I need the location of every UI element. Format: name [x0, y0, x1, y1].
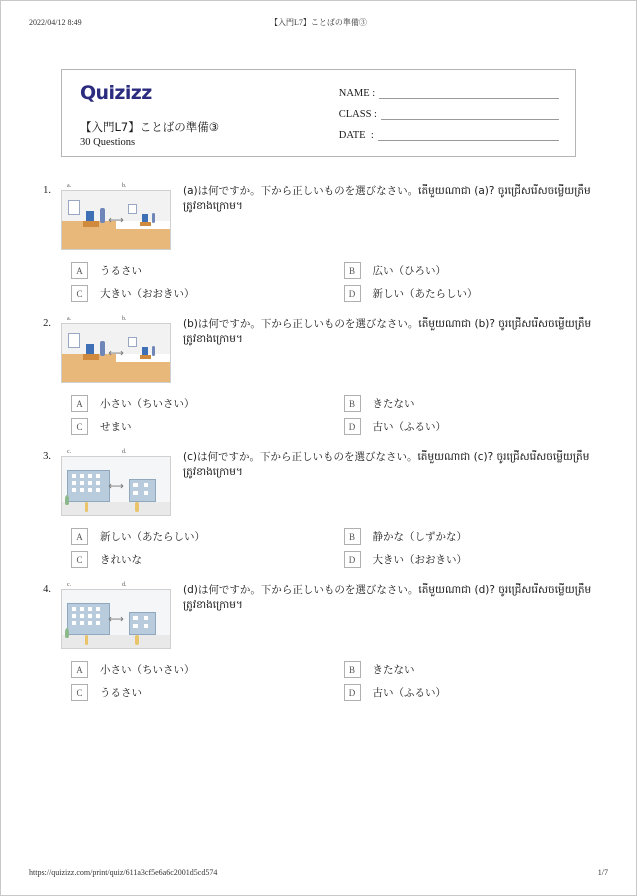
option-label-c: 大きい（おおきい） — [100, 288, 195, 300]
question-text: (d)は何ですか。下から正しいものを選びなさい。តើមួយណាជា (d)? ចូរជ្រើសរើសចម្លើយត្រឹមត្រូវខាងក្រោម។ — [183, 584, 592, 612]
question-number: 2. — [43, 318, 51, 329]
tree-icon — [65, 495, 69, 504]
figure-label-left: c. — [67, 449, 72, 455]
option-key-a: A — [71, 661, 88, 678]
date-field-label: DATE : — [338, 130, 374, 141]
building-icon — [129, 612, 156, 635]
option-label-d: 古い（ふるい） — [372, 421, 446, 433]
question-figure — [61, 449, 171, 516]
room-person-icon — [152, 346, 156, 356]
question-header — [37, 582, 600, 649]
question-text: (c)は何ですか。下から正しいものを選びなさい。តើមួយណាជា (c)? ចូរជ្រើសរើសចម្លើយត្រឹមត្រូវខាងក្រោម។ — [183, 451, 590, 479]
print-url: https://quizizz.com/print/quiz/611a3cf5e6a6c2001d5cd574 — [29, 867, 218, 877]
question-number: 1. — [43, 185, 51, 196]
room-comparison-scene — [62, 324, 170, 382]
quiz-question-count: 30 Questions — [80, 136, 136, 148]
quiz-title-left — [62, 70, 329, 156]
option-b[interactable] — [344, 661, 601, 678]
option-label-a: 小さい（ちいさい） — [100, 664, 195, 676]
print-header-title: 【入門L7】ことばの準備③ — [270, 17, 367, 27]
class-field-row — [339, 108, 559, 120]
name-field-label: NAME : — [338, 88, 376, 99]
option-label-d: 古い（ふるい） — [372, 687, 446, 699]
option-label-a: うるさい — [100, 265, 142, 277]
figure-labels — [61, 449, 171, 456]
ground — [116, 635, 170, 648]
figure-labels — [61, 183, 171, 190]
quizizz-logo — [80, 82, 315, 104]
option-label-b: きたない — [372, 664, 415, 676]
option-d[interactable] — [344, 418, 601, 435]
figure-image-building — [61, 456, 171, 516]
question-header — [37, 449, 600, 516]
option-a[interactable] — [71, 395, 328, 412]
date-field-row — [339, 129, 559, 141]
option-key-b: B — [344, 661, 361, 678]
option-key-c: C — [71, 285, 88, 302]
option-label-d: 大きい（おおきい） — [372, 554, 467, 566]
option-d[interactable] — [344, 551, 601, 568]
option-label-b: 静かな（しずかな） — [372, 531, 467, 543]
figure-label-left: c. — [67, 582, 72, 588]
comparison-arrows-icon: ⟷ — [108, 346, 124, 360]
option-key-c: C — [71, 551, 88, 568]
figure-label-right: b. — [122, 183, 127, 189]
class-field-label: CLASS : — [338, 109, 377, 120]
print-page-number: 1/7 — [597, 867, 608, 877]
quiz-title-card — [61, 69, 576, 157]
option-label-c: きれいな — [100, 554, 142, 566]
date-field-line[interactable] — [378, 129, 559, 141]
option-key-d: D — [344, 418, 361, 435]
option-key-c: C — [71, 684, 88, 701]
option-b[interactable] — [344, 395, 601, 412]
person-icon — [135, 635, 139, 644]
print-footer — [1, 863, 636, 881]
figure-image-room — [61, 190, 171, 250]
option-label-d: 新しい（あたらしい） — [372, 288, 478, 300]
option-c[interactable] — [71, 551, 328, 568]
room-person-icon — [152, 213, 156, 223]
question-text: (b)は何ですか。下から正しいものを選びなさい。តើមួយណាជា (b)? ចូរជ្រើសរើសចម្លើយត្រឹមត្រូវខាងក្រោម។ — [183, 318, 592, 346]
building-icon — [67, 470, 109, 502]
option-key-c: C — [71, 418, 88, 435]
option-d[interactable] — [344, 684, 601, 701]
room-person-icon — [100, 341, 105, 356]
room-desk-icon — [83, 221, 99, 227]
answer-options — [37, 262, 600, 302]
option-key-a: A — [71, 262, 88, 279]
figure-label-right: b. — [122, 316, 127, 322]
question-text: (a)は何ですか。下から正しいものを選びなさい。តើមួយណាជា (a)? ចូរជ្រើសរើសចម្លើយត្រឹមត្រូវខាងក្រោម។ — [183, 185, 591, 213]
room-picture-frame-icon — [128, 337, 137, 347]
figure-label-right: d. — [122, 449, 127, 455]
option-key-d: D — [344, 285, 361, 302]
option-key-a: A — [71, 528, 88, 545]
name-field-row — [339, 87, 559, 99]
question-item — [37, 316, 600, 435]
option-label-b: きたない — [372, 398, 415, 410]
ground — [62, 502, 116, 515]
figure-label-left: a. — [67, 183, 72, 189]
question-figure — [61, 183, 171, 250]
document-content — [29, 57, 608, 851]
comparison-arrows-icon: ⟷ — [108, 479, 124, 493]
figure-image-building — [61, 589, 171, 649]
room-desk-icon — [140, 222, 151, 226]
room-floor — [116, 362, 170, 382]
answer-options — [37, 661, 600, 701]
option-key-b: B — [344, 262, 361, 279]
option-a[interactable] — [71, 528, 328, 545]
ground — [62, 635, 116, 648]
room-person-icon — [100, 208, 105, 223]
comparison-arrows-icon: ⟷ — [108, 612, 124, 626]
questions-list — [29, 183, 608, 701]
option-a[interactable] — [71, 661, 328, 678]
figure-label-right: d. — [122, 582, 127, 588]
person-icon — [85, 502, 89, 511]
comparison-arrows-icon: ⟷ — [108, 213, 124, 227]
building-comparison-scene — [62, 590, 170, 648]
question-item — [37, 449, 600, 568]
name-field-line[interactable] — [379, 87, 559, 99]
tree-icon — [65, 628, 69, 637]
quiz-title: 【入門L7】ことばの準備③ — [80, 120, 220, 134]
option-label-a: 小さい（ちいさい） — [100, 398, 195, 410]
building-icon — [67, 603, 109, 635]
option-key-d: D — [344, 684, 361, 701]
question-item — [37, 183, 600, 302]
option-b[interactable] — [344, 528, 601, 545]
print-header — [1, 13, 636, 31]
answer-options — [37, 528, 600, 568]
figure-labels — [61, 582, 171, 589]
person-icon — [85, 635, 89, 644]
option-key-b: B — [344, 395, 361, 412]
figure-image-room — [61, 323, 171, 383]
option-label-c: うるさい — [100, 687, 142, 699]
figure-labels — [61, 316, 171, 323]
option-key-a: A — [71, 395, 88, 412]
building-comparison-scene — [62, 457, 170, 515]
option-c[interactable] — [71, 684, 328, 701]
question-number: 3. — [43, 451, 51, 462]
room-picture-frame-icon — [128, 204, 137, 214]
option-key-d: D — [344, 551, 361, 568]
answer-options — [37, 395, 600, 435]
question-figure — [61, 582, 171, 649]
room-desk-icon — [140, 355, 151, 359]
question-header — [37, 183, 600, 250]
question-header — [37, 316, 600, 383]
student-info-fields — [329, 70, 575, 156]
option-c[interactable] — [71, 418, 328, 435]
room-picture-frame-icon — [68, 333, 80, 348]
print-date: 2022/04/12 8:49 — [29, 17, 82, 27]
option-b[interactable] — [344, 262, 601, 279]
person-icon — [135, 502, 139, 511]
option-key-b: B — [344, 528, 361, 545]
option-label-c: せまい — [100, 421, 132, 433]
room-picture-frame-icon — [68, 200, 80, 215]
question-item — [37, 582, 600, 701]
option-label-b: 広い（ひろい） — [372, 265, 446, 277]
option-d[interactable] — [344, 285, 601, 302]
room-comparison-scene — [62, 191, 170, 249]
building-icon — [129, 479, 156, 502]
question-figure — [61, 316, 171, 383]
option-label-a: 新しい（あたらしい） — [100, 531, 205, 543]
quizizz-logo-text: Quizizz — [80, 82, 152, 104]
option-c[interactable] — [71, 285, 328, 302]
option-a[interactable] — [71, 262, 328, 279]
ground — [116, 502, 170, 515]
room-desk-icon — [83, 354, 99, 360]
room-floor — [116, 229, 170, 249]
figure-label-left: a. — [67, 316, 72, 322]
question-number: 4. — [43, 584, 51, 595]
class-field-line[interactable] — [381, 108, 559, 120]
